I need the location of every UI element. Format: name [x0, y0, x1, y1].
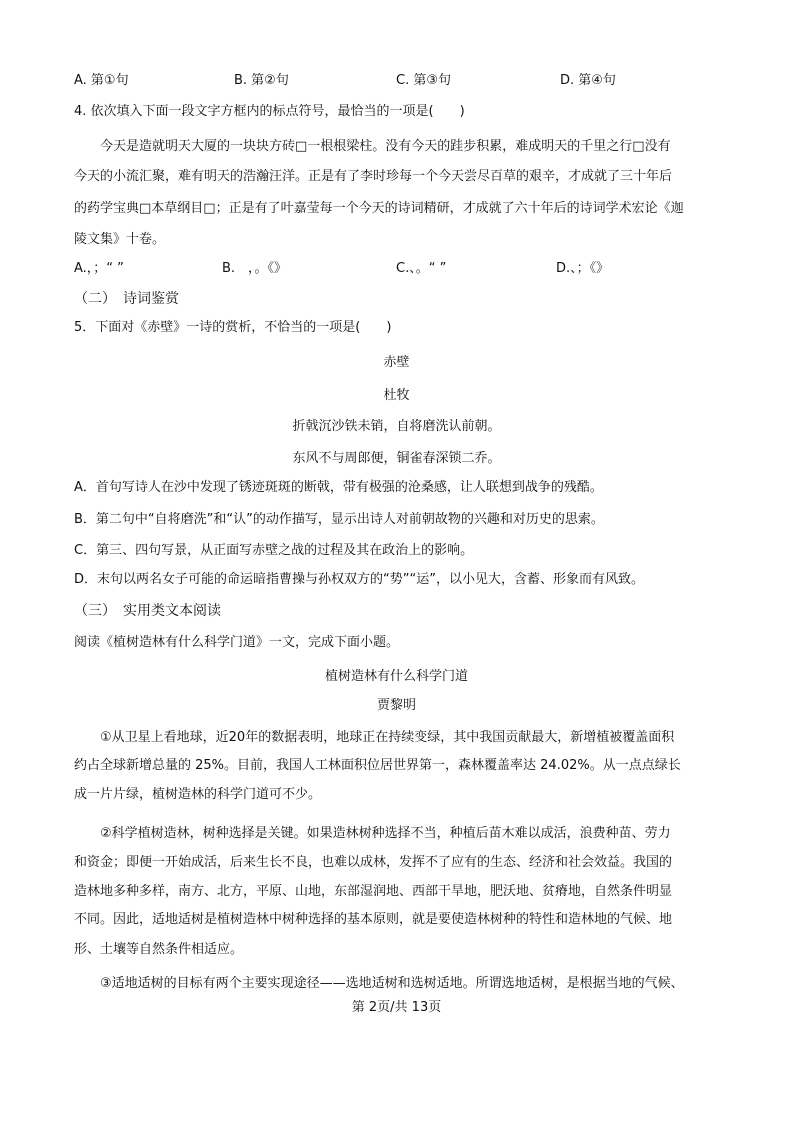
- q4-stem: 4. 依次填入下面一段文字方框内的标点符号，最恰当的一项是( ): [74, 104, 465, 119]
- q4-option-d: D.、；《》: [556, 261, 610, 276]
- article-title: 植树造林有什么科学门道: [324, 669, 468, 684]
- section-heading: （三） 实用类文本阅读: [74, 603, 221, 619]
- article-author: 贾黎明: [376, 698, 416, 713]
- q3-option-d: D. 第④句: [560, 73, 616, 88]
- poem-line: 折戟沉沙铁未销，自将磨洗认前朝。: [292, 419, 501, 434]
- q5-option-d: D．末句以两名女子可能的命运暗指曹操与孙权双方的“势”“运”，以小见大，含蓄、形象而有风致。: [74, 572, 644, 587]
- q4-passage-line: 陵文集》十卷。: [74, 232, 166, 247]
- poem-title: 赤壁: [383, 355, 410, 370]
- article-paragraph-line: 成一片片绿，植树造林的科学门道可不少。: [74, 787, 322, 802]
- article-paragraph-line: 造林地多种多样，南方、北方，平原、山地，东部湿润地、西部干旱地，肥沃地、贫瘠地，自然条件明显: [74, 884, 673, 899]
- article-paragraph-line: ②科学植树造林，树种选择是关键。如果造林树种选择不当，种植后苗木难以成活，浪费种苗、劳力: [100, 826, 671, 841]
- q3-option-c: C. 第③句: [396, 73, 451, 88]
- article-paragraph-line: 形、土壤等自然条件相适应。: [74, 942, 244, 957]
- reading-intro: 阅读《植树造林有什么科学门道》一文，完成下面小题。: [74, 635, 400, 650]
- page-number: 第 2页/共 13页: [351, 1000, 442, 1015]
- article-paragraph-line: 约占全球新增总量的 25%。目前，我国人工林面积位居世界第一，森林覆盖率达 24.02%。从一点点绿长: [74, 758, 681, 773]
- article-paragraph-line: 和资金；即便一开始成活，后来生长不良，也难以成林，发挥不了应有的生态、经济和社会效益。我国的: [74, 855, 673, 870]
- article-paragraph-line: ①从卫星上看地球，近20年的数据表明，地球正在持续变绿，其中我国贡献最大，新增植被覆盖面积: [100, 730, 675, 745]
- q3-option-b: B. 第②句: [234, 73, 289, 88]
- poem-line: 东风不与周郎便，铜雀春深锁二乔。: [292, 451, 501, 466]
- q4-option-b: B. ，。《》: [222, 261, 288, 276]
- q5-option-c: C．第三、四句写景，从正面写赤壁之战的过程及其在政治上的影响。: [74, 543, 474, 558]
- q5-option-b: B．第二句中“自将磨洗”和“认”的动作描写，显示出诗人对前朝故物的兴趣和对历史的思索。: [74, 512, 604, 527]
- q5-option-a: A．首句写诗人在沙中发现了锈迹斑斑的断戟，带有极强的沧桑感，让人联想到战争的残酷。: [74, 480, 603, 495]
- q4-option-a: A.，；“ ”: [74, 261, 124, 276]
- poem-author: 杜牧: [383, 388, 410, 403]
- article-paragraph-line: 不同。因此，适地适树是植树造林中树种选择的基本原则，就是要使造林树种的特性和造林地的气候、地: [74, 912, 673, 927]
- section-heading: （二） 诗词鉴赏: [74, 291, 179, 307]
- q3-option-a: A. 第①句: [74, 73, 129, 88]
- q4-passage-line: 今天的小流汇聚，难有明天的浩瀚汪洋。正是有了李时珍每一个今天尝尽百草的艰辛，才成就了三十年后: [74, 169, 673, 184]
- q4-option-c: C.、。“ ”: [396, 261, 447, 276]
- q4-passage-line: 的药学宝典□本草纲目□；正是有了叶嘉莹每一个今天的诗词精研，才成就了六十年后的诗词学术宏论《迦: [74, 201, 684, 216]
- q4-passage-line: 今天是造就明天大厦的一块块方砖□一根根梁柱。没有今天的跬步积累，难成明天的千里之行□没有: [100, 139, 671, 154]
- q5-stem: 5．下面对《赤壁》一诗的赏析，不恰当的一项是( ): [74, 320, 392, 335]
- article-paragraph-line: ③适地适树的目标有两个主要实现途径——选地适树和选树适地。所谓选地适树，是根据当地的气候、: [100, 976, 684, 991]
